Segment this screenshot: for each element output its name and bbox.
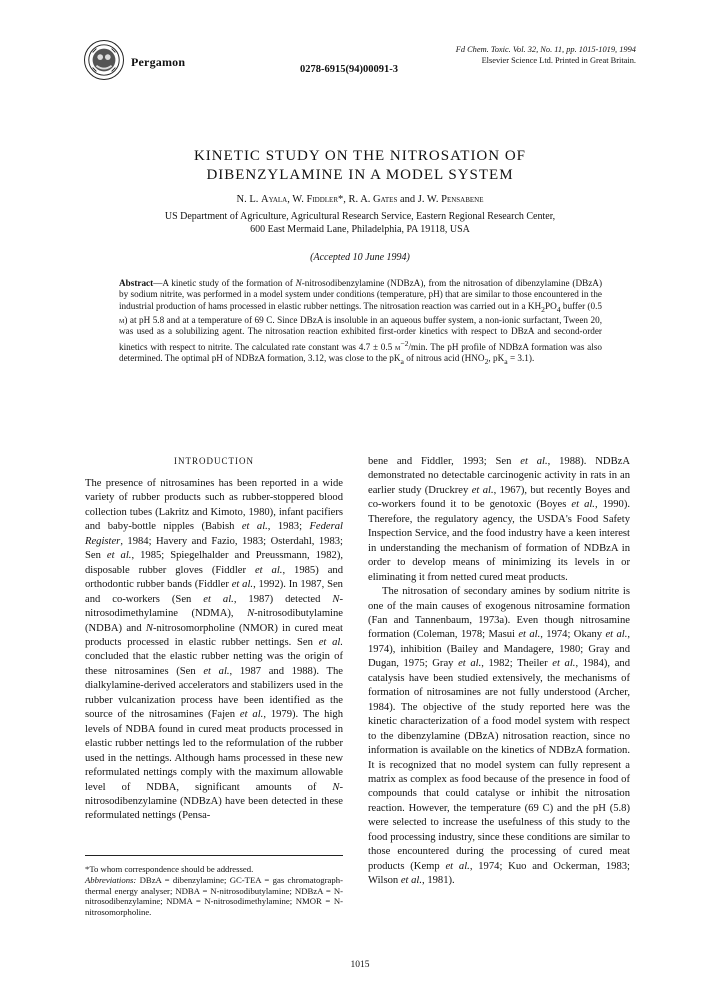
title-line-1: KINETIC STUDY ON THE NITROSATION OF [193,148,527,164]
affiliation-line-2: 600 East Mermaid Lane, Philadelphia, PA 19118, USA [250,223,470,235]
intro-paragraph-1: The presence of nitrosamines has been reported in a wide variety of rubber products such as rubber-stoppered blood collection tubes (Lakritz and Kimoto, 1980), infant pacifiers and baby-bottle nipples (Babish et al., 1983; Federal Register, 1984; Havery and Fazio, 1983; Osterdahl, 1983; Sen et al., 1985; Spiegelhalder and Preussmann, 1982), disposable rubber gloves (Fiddler et al., 1985) and orthodontic rubber bands (Fiddler et al., 1992). In 1987, Sen and co-workers (Sen et al., 1987) detected N-nitrosodimethylamine (NDMA), N-nitrosodibutylamine (NDBA) and N-nitrosomorpholine (NMOR) in cured meat products processed in elastic rubber nettings. Sen et al. concluded that the elastic rubber netting was the origin of these nitrosamines (Sen et al., 1987 and 1988). The dialkylamine-derived accelerators and stabilizers used in the rubber vulcanization process have been identified as the source of the nitrosamines (Fajen et al., 1979). The high levels of NDBA found in cured meat products processed in elastic rubber nettings led to the reformulation of the rubber used in the nettings. Although hams processed in these new reformulated nettings comply with the maximum allowable level of NDBA, significant amounts of N-nitrosodibenzylamine (NDBzA) have been detected in these reformulated nettings (Pensa- [85,478,344,822]
footnote-divider [85,855,343,856]
journal-citation [456,44,636,66]
abstract-label: Abstract [119,278,154,288]
accepted-date: (Accepted 10 June 1994) [310,252,410,263]
pergamon-logo-icon [85,41,123,79]
page-number: 1015 [350,960,370,970]
author-initials: N. L. [236,194,261,205]
author-list [0,194,720,205]
body-column-right [368,455,630,889]
author-initials: , W. [287,194,307,205]
affiliation-line-1: US Department of Agriculture, Agricultural Research Service, Eastern Regional Research Center, [164,211,556,222]
journal-line-2: Elsevier Science Ltd. Printed in Great Britain. [481,56,636,65]
journal-line-1: Fd Chem. Toxic. Vol. 32, No. 11, pp. 1015-1019, 1994 [455,45,636,54]
author-name: Pensabene [441,194,484,205]
footnote-abbreviations: Abbreviations: DBzA = dibenzylamine; GC-TEA = gas chromatograph-thermal energy analyser; NDBA = N-nitrosodibutylamine; NDBzA = N-nitrosodibenzylamine; NDMA = N-nitrosodimethylamine; NMOR = N-nitrosomorpholine. [85,875,343,917]
author-name: Ayala [260,194,288,205]
author-name: Fiddler [306,194,339,205]
affiliation [0,211,720,236]
body-column-left [85,455,343,824]
intro-paragraph-2: The nitrosation of secondary amines by sodium nitrite is one of the main causes of exogenous nitrosamine formation (Fan and Tannenbaum, 1973a). Even though nitrosamine formation (Coleman, 1978; Masui et al., 1974; Okany et al., 1974), inhibition (Bailey and Mandagere, 1980; Gray and Dugan, 1975; Gray et al., 1982; Theiler et al., 1984), and catalysis have been studied extensively, the mechanisms of formation of nitrosamines are not fully understood (Archer, 1984). The objective of the study reported here was the kinetic characterization of a food model system with respect to the dibenzylamine (DBzA) nitrosation reaction, since no information is available on the kinetics of NDBzA formation. It is recognized that no model system can fully represent a matrix as complex as food because of the presence in food of compounds that could catalyse or inhibit the nitrosation reaction. However, the temperature (69 C) and the pH (5.8) were selected to increase the usefulness of this study to the food processing industry, since these conditions are similar to those encountered during the processing of cured meat products (Kemp et al., 1974; Kuo and Ockerman, 1983; Wilson et al., 1981). [368,586,631,887]
footnote-correspondence: *To whom correspondence should be addressed. [85,864,254,874]
footnotes [85,864,343,918]
publisher-logo [84,40,124,80]
section-heading-introduction: INTRODUCTION [174,456,254,466]
corresponding-mark: * [338,194,344,205]
intro-paragraph-1-continued: bene and Fiddler, 1993; Sen et al., 1988). NDBzA demonstrated no detectable carcinogenic activity in rats in an earlier study (Druckrey et al., 1967), but recently Boyes and co-workers found it to be genotoxic (Boyes et al., 1990). Therefore, the regulatory agency, the USDA's Food Safety Inspection Service, and the food industry have a keen interest in understanding the mechanism of formation of NDBzA in order to develop means of minimizing its levels in or eliminating it from netted cured meat products. [368,456,631,583]
article-title [0,147,720,185]
title-line-2: DIBENZYLAMINE IN A MODEL SYSTEM [206,167,514,183]
author-initials: and J. W. [397,194,442,205]
publisher-name: Pergamon [131,55,186,69]
article-code: 0278-6915(94)00091-3 [300,64,398,75]
author-initials: , R. A. [343,194,374,205]
author-name: Gates [373,194,398,205]
abstract: Abstract—A kinetic study of the formation of N-nitrosodibenzylamine (NDBzA), from the nitrosation of dibenzylamine (DBzA) by sodium nitrite, was performed in a model system under conditions (temperature, pH) that are similar to those encountered in the industrial production of hams processed in elastic rubber nettings. The nitrosation reaction was carried out in a $KH_2PO_4$ buffer (0.5 m) at pH 5.8 and at a temperature of 69 C. Since DBzA is insoluble in an aqueous buffer system, a non-ionic surfactant, Tween 20, was used as a solubilizing agent. The nitrosation reaction exhibited first-order kinetics with respect to DBzA and second-order kinetics with respect to nitrite. The calculated rate constant was 4.7 ± 0.5 $m^{-2}/\min$. The pH profile of NDBzA formation was also determined. The optimal pH of NDBzA formation, 3.12, was close to the $pK_a$ of nitrous acid ($HNO_2$, $pK_a = 3.1$). [119,278,602,367]
